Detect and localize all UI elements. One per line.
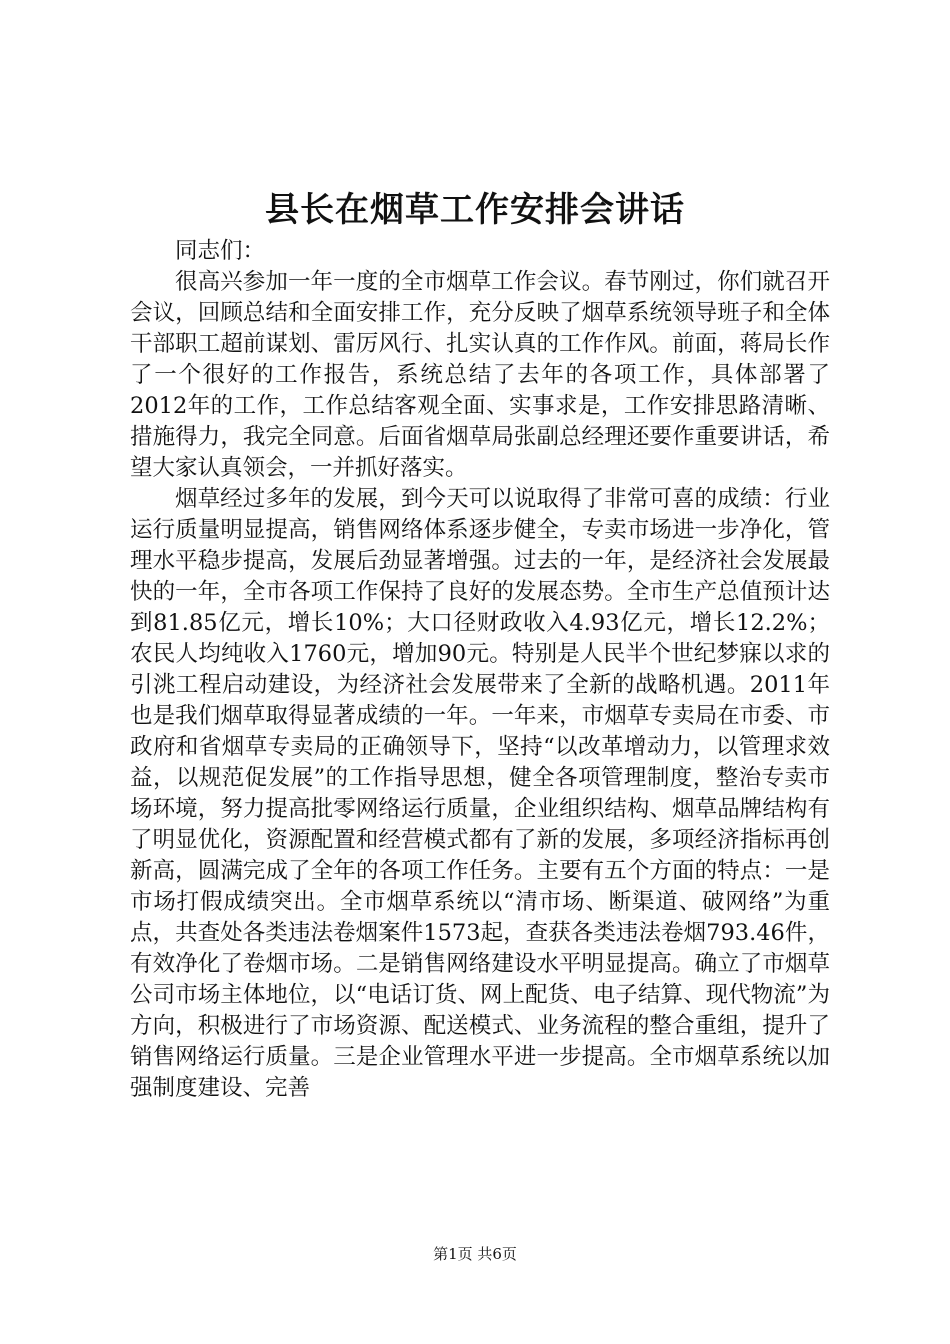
paragraph-2: 烟草经过多年的发展，到今天可以说取得了非常可喜的成绩：行业运行质量明显提高，销售网络体系逐步健全，专卖市场进一步净化，管理水平稳步提高，发展后劲显著增强。过去的一年，是经济社会发展最快的一年，全市各项工作保持了良好的发展态势。全市生产总值预计达到81.85亿元，增长10%；大口径财政收入4.93亿元，增长12.2%；农民人均纯收入1760元，增加90元。特别是人民半个世纪梦寐以求的引洮工程启动建设，为经济社会发展带来了全新的战略机遇。2011年也是我们烟草取得显著成绩的一年。一年来，市烟草专卖局在市委、市政府和省烟草专卖局的正确领导下，坚持“以改革增动力，以管理求效益，以规范促发展”的工作指导思想，健全各项管理制度，整治专卖市场环境，努力提高批零网络运行质量，企业组织结构、烟草品牌结构有了明显优化，资源配置和经营模式都有了新的发展，多项经济指标再创新高，圆满完成了全年的各项工作任务。主要有五个方面的特点：一是市场打假成绩突出。全市烟草系统以“清市场、断渠道、破网络”为重点，共查处各类违法卷烟案件1573起，查获各类违法卷烟793.46件，有效净化了卷烟市场。二是销售网络建设水平明显提高。确立了市烟草公司市场主体地位，以“电话订货、网上配货、电子结算、现代物流”为方向，积极进行了市场资源、配送模式、业务流程的整合重组，提升了销售网络运行质量。三是企业管理水平进一步提高。全市烟草系统以加强制度建设、完善 xyxy=(130,486,830,1101)
salutation: 同志们： xyxy=(175,238,266,264)
document-body xyxy=(130,236,830,1104)
page-footer: 第1页 共6页 xyxy=(433,1245,517,1263)
paragraph-1: 很高兴参加一年一度的全市烟草工作会议。春节刚过，你们就召开会议，回顾总结和全面安排工作，充分反映了烟草系统领导班子和全体干部职工超前谋划、雷厉风行、扎实认真的工作作风。前面，蒋局长作了一个很好的工作报告，系统总结了去年的各项工作，具体部署了2012年的工作，工作总结客观全面、实事求是，工作安排思路清晰、措施得力，我完全同意。后面省烟草局张副总经理还要作重要讲话，希望大家认真领会，一并抓好落实。 xyxy=(130,269,830,481)
document-title: 县长在烟草工作安排会讲话 xyxy=(265,190,685,230)
